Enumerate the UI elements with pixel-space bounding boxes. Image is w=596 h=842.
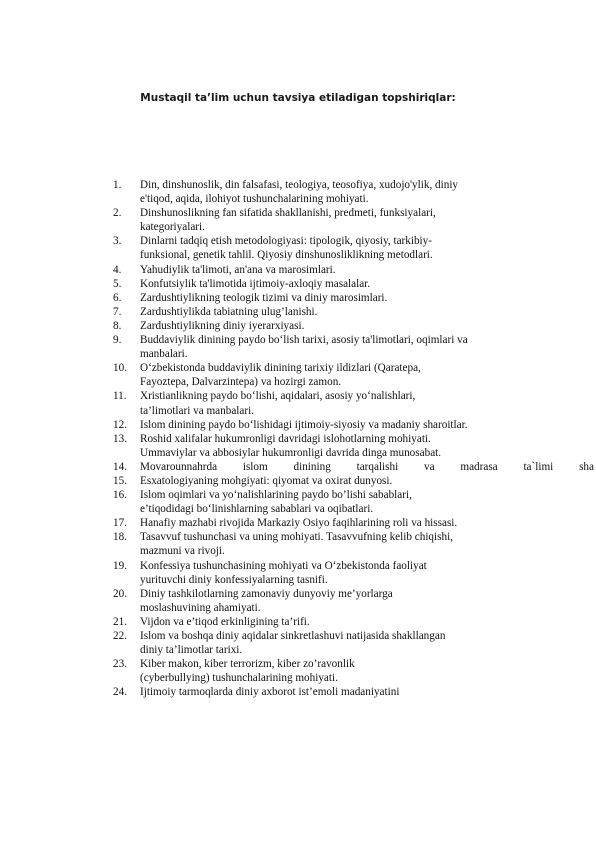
task-text: O‘zbekistonda buddaviylik dinining tarixiy ildizlari (Qaratepa, Fayoztepa, Dalvarzintepa) va hozirgi zamon. — [140, 362, 421, 389]
task-item — [0, 389, 596, 417]
task-number: 21. — [113, 615, 127, 628]
task-text: Dinshunoslikning fan sifatida shakllanishi, predmeti, funksiyalari, kategoriyalari. — [140, 207, 436, 234]
task-text: Dinlarni tadqiq etish metodologiyasi: tipologik, qiyosiy, tarkibiy- funksional, genetik tahlil. Qiyosiy dinshunosliklikning metodlari. — [140, 235, 433, 262]
task-number: 3. — [113, 235, 122, 248]
task-text: Vijdon va e’tiqod erkinligining ta’rifi. — [140, 615, 310, 628]
task-number: 23. — [113, 658, 127, 671]
task-text: Zardushtiylikda tabiatning ulug’lanishi. — [140, 305, 318, 318]
task-text: Tasavvuf tushunchasi va uning mohiyati. Tasavvufning kelib chiqishi, mazmuni va rivoji. — [140, 531, 453, 558]
task-item — [0, 418, 596, 432]
task-text: Diniy tashkilotlarning zamonaviy dunyoviy me’yorlarga moslashuvining ahamiyati. — [140, 587, 393, 614]
task-number: 20. — [113, 587, 127, 600]
task-number: 12. — [113, 418, 127, 431]
task-text: Esxatologiyaning mohgiyati: qiyomat va oxirat dunyosi. — [140, 474, 393, 487]
task-item — [0, 474, 596, 488]
task-item — [0, 305, 596, 319]
task-text: Zardushtiylikning diniy iyerarxiyasi. — [140, 319, 305, 332]
task-number: 2. — [113, 207, 122, 220]
task-text: Konfessiya tushunchasining mohiyati va O‘zbekistonda faoliyat yurituvchi diniy konfessiyalarning tasnifi. — [140, 559, 427, 586]
task-number: 22. — [113, 630, 127, 642]
task-item — [0, 615, 596, 629]
task-number: 8. — [113, 319, 122, 332]
task-number: 19. — [113, 559, 127, 572]
task-item — [0, 530, 596, 558]
task-item — [0, 432, 596, 460]
task-item — [0, 178, 596, 206]
task-text: Hanafiy mazhabi rivojida Markaziy Osiyo faqihlarining roli va hissasi. — [140, 517, 458, 530]
task-item — [0, 559, 596, 587]
task-item — [0, 516, 596, 530]
task-item — [0, 263, 596, 277]
task-number: 24. — [113, 686, 127, 699]
task-text: Din, dinshunoslik, din falsafasi, teologiya, teosofiya, xudojo'ylik, diniy e'tiqod, aqida, ilohiyot tushunchalarining mohiyati. — [140, 179, 459, 206]
task-number: 10. — [113, 362, 127, 375]
task-text: Buddaviylik dinining paydo bo‘lish tarixi, asosiy ta'limotlari, oqimlari va manbalari. — [140, 334, 468, 361]
task-number: 13. — [113, 432, 127, 445]
task-number: 7. — [113, 305, 122, 318]
task-number: 1. — [113, 179, 122, 191]
task-item — [0, 319, 596, 333]
task-item — [0, 488, 596, 516]
task-item — [0, 629, 596, 657]
task-item — [0, 460, 596, 474]
task-text: Islom dinining paydo bo‘lishidagi ijtimoiy-siyosiy va madaniy sharoitlar. — [140, 418, 468, 431]
task-text: Islom va boshqa diniy aqidalar sinkretlashuvi natijasida shakllangan diniy ta’limotlar tarixi. — [140, 630, 446, 657]
task-number: 11. — [113, 390, 127, 403]
task-number: 4. — [113, 263, 122, 276]
task-item — [0, 587, 596, 615]
task-number: 14. — [113, 460, 127, 473]
task-item — [0, 234, 596, 262]
task-text: Yahudiylik ta'limoti, an'ana va marosimlari. — [140, 263, 336, 276]
task-list — [0, 178, 596, 699]
task-item — [0, 333, 596, 361]
task-number: 17. — [113, 517, 127, 530]
task-item — [0, 277, 596, 291]
task-text: Islom oqimlari va yo‘nalishlarining paydo bo’lishi sabablari, e’tiqodidagi bo‘linishlarning sabablari va oqibatlari. — [140, 489, 412, 516]
task-text: Konfutsiylik ta'limotida ijtimoiy-axloqiy masalalar. — [140, 277, 371, 290]
task-text: Roshid xalifalar hukumronligi davridagi islohotlarning mohiyati. Ummaviylar va abbosiylar hukumronligi davrida dinga munosabat. — [140, 432, 442, 459]
task-number: 5. — [113, 277, 122, 290]
task-number: 6. — [113, 291, 122, 304]
task-text: Kiber makon, kiber terrorizm, kiber zo’ravonlik (cyberbullying) tushunchalarining mohiyati. — [140, 658, 355, 685]
page-title: Mustaqil ta’lim uchun tavsiya etiladigan topshiriqlar: — [140, 92, 456, 104]
task-item — [0, 657, 596, 685]
task-item — [0, 685, 596, 699]
task-text: Movarounnahrda islom dinining tarqalishi va madrasa ta`limi sha — [140, 460, 594, 473]
task-number: 18. — [113, 531, 127, 544]
task-item — [0, 361, 596, 389]
task-number: 16. — [113, 489, 127, 502]
task-item — [0, 206, 596, 234]
task-number: 15. — [113, 474, 127, 487]
task-item — [0, 291, 596, 305]
task-text: Zardushtiylikning teologik tizimi va diniy marosimlari. — [140, 291, 388, 304]
task-text: Ijtimoiy tarmoqlarda diniy axborot ist’emoli madaniyatini — [140, 686, 400, 699]
task-text: Xristianlikning paydo bo‘lishi, aqidalari, asosiy yo‘nalishlari, ta’limotlari va manbalari. — [140, 390, 416, 417]
task-number: 9. — [113, 334, 122, 347]
